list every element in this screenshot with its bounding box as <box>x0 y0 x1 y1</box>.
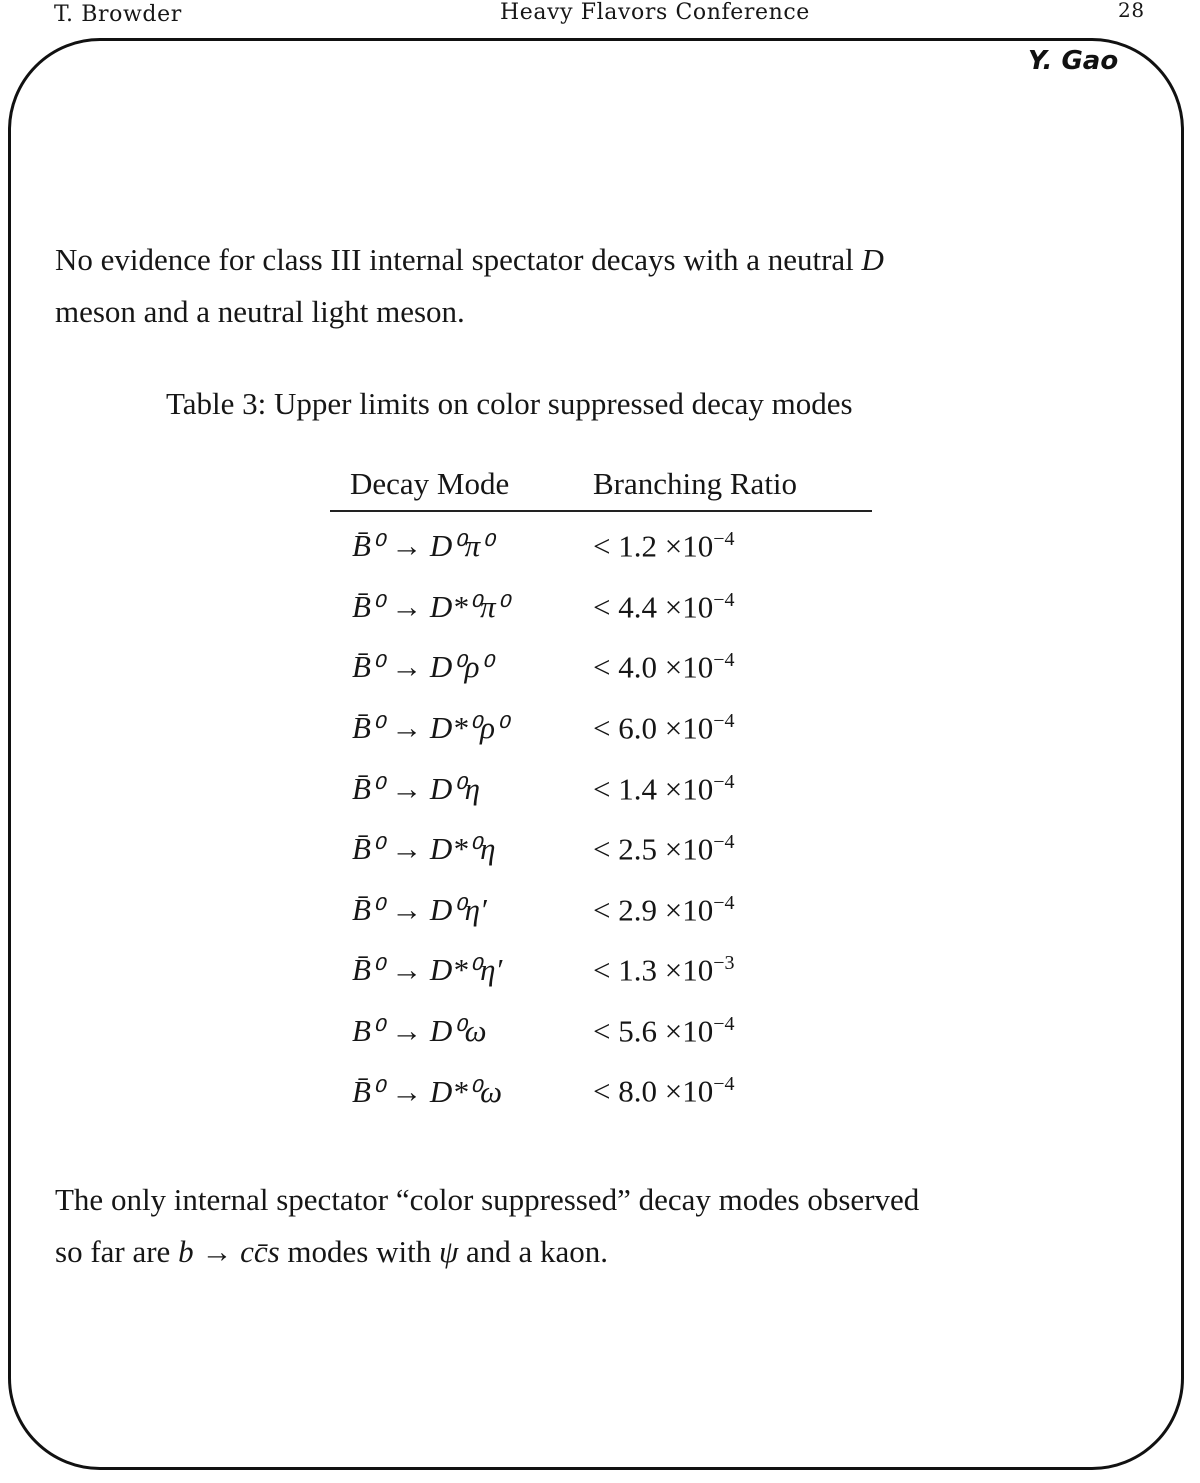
ratio-value: < 4.0 ×10 <box>593 649 714 685</box>
table-caption: Table 3: Upper limits on color suppressed decay modes <box>166 386 853 421</box>
handwritten-annotation: Y. Gao <box>1028 46 1119 76</box>
decay-mode-cell: B̄⁰ → D*⁰π⁰ <box>352 588 509 624</box>
decay-mode-cell: B̄⁰ → D*⁰ρ⁰ <box>352 710 508 746</box>
table-row <box>330 819 872 880</box>
intro-d-symbol: D <box>861 242 884 277</box>
branching-ratio-cell <box>593 1073 872 1109</box>
decay-mode-cell: B̄⁰ → D⁰η <box>352 770 481 806</box>
conclusion-line-1: The only internal spectator “color suppressed” decay modes observed <box>55 1182 920 1217</box>
ratio-exponent: −3 <box>713 952 735 975</box>
intro-line-1 <box>55 234 1135 286</box>
table-row <box>330 698 872 759</box>
ratio-value: < 6.0 ×10 <box>593 710 714 746</box>
table-row <box>330 637 872 698</box>
conclusion-text-c: and a kaon. <box>458 1234 609 1269</box>
psi-symbol: ψ <box>438 1234 459 1269</box>
ratio-value: < 8.0 ×10 <box>593 1073 714 1109</box>
conclusion-text-a: so far are <box>55 1234 179 1269</box>
page-number: 28 <box>1118 0 1145 22</box>
branching-ratio-cell <box>593 589 872 625</box>
table-body <box>330 512 872 1122</box>
decay-mode-cell: B⁰ → D⁰ω <box>352 1013 487 1049</box>
ratio-value: < 1.2 ×10 <box>593 528 714 564</box>
ratio-value: < 2.9 ×10 <box>593 892 714 928</box>
decay-table <box>330 458 872 1122</box>
ratio-exponent: −4 <box>713 831 735 854</box>
branching-ratio-cell <box>593 528 872 564</box>
header-decay-mode: Decay Mode <box>350 466 510 501</box>
branching-ratio-cell <box>593 771 872 807</box>
intro-paragraph <box>55 234 1135 338</box>
header-author: T. Browder <box>54 2 182 27</box>
branching-ratio-cell <box>593 649 872 685</box>
ratio-exponent: −4 <box>713 528 735 551</box>
table-row <box>330 516 872 577</box>
conclusion-text-b: modes with <box>279 1234 439 1269</box>
decay-mode-cell: B̄⁰ → D*⁰η′ <box>352 952 503 988</box>
branching-ratio-cell <box>593 892 872 928</box>
table-header <box>330 458 872 512</box>
intro-line-2: meson and a neutral light meson. <box>55 294 465 329</box>
ratio-exponent: −4 <box>713 649 735 672</box>
ratio-value: < 1.4 ×10 <box>593 770 714 806</box>
decay-mode-cell: B̄⁰ → D⁰ρ⁰ <box>352 649 492 685</box>
decay-mode-cell: B̄⁰ → D*⁰η <box>352 831 496 867</box>
table-row <box>330 880 872 941</box>
ratio-exponent: −4 <box>713 770 735 793</box>
branching-ratio-cell <box>593 1013 872 1049</box>
table-row <box>330 940 872 1001</box>
ratio-value: < 5.6 ×10 <box>593 1013 714 1049</box>
branching-ratio-cell <box>593 952 872 988</box>
branching-ratio-cell <box>593 831 872 867</box>
intro-line-1-text: No evidence for class III internal spectator decays with a neutral <box>55 242 862 277</box>
table-row <box>330 758 872 819</box>
conclusion-formula: b → cc̄s <box>178 1234 280 1269</box>
header-branching-ratio: Branching Ratio <box>593 466 798 501</box>
branching-ratio-cell <box>593 710 872 746</box>
ratio-value: < 2.5 ×10 <box>593 831 714 867</box>
decay-mode-cell: B̄⁰ → D⁰π⁰ <box>352 528 493 564</box>
ratio-exponent: −4 <box>713 891 735 914</box>
ratio-value: < 1.3 ×10 <box>593 952 714 988</box>
header-conference: Heavy Flavors Conference <box>500 0 810 25</box>
decay-mode-cell: B̄⁰ → D⁰η′ <box>352 891 487 927</box>
table-row <box>330 1061 872 1122</box>
table-row <box>330 1001 872 1062</box>
ratio-value: < 4.4 ×10 <box>593 589 714 625</box>
ratio-exponent: −4 <box>713 1073 735 1096</box>
conclusion-line-2 <box>55 1226 1155 1278</box>
decay-mode-cell: B̄⁰ → D*⁰ω <box>352 1073 503 1109</box>
ratio-exponent: −4 <box>713 709 735 732</box>
ratio-exponent: −4 <box>713 588 735 611</box>
table-row <box>330 577 872 638</box>
ratio-exponent: −4 <box>713 1012 735 1035</box>
conclusion-paragraph <box>55 1174 1155 1278</box>
